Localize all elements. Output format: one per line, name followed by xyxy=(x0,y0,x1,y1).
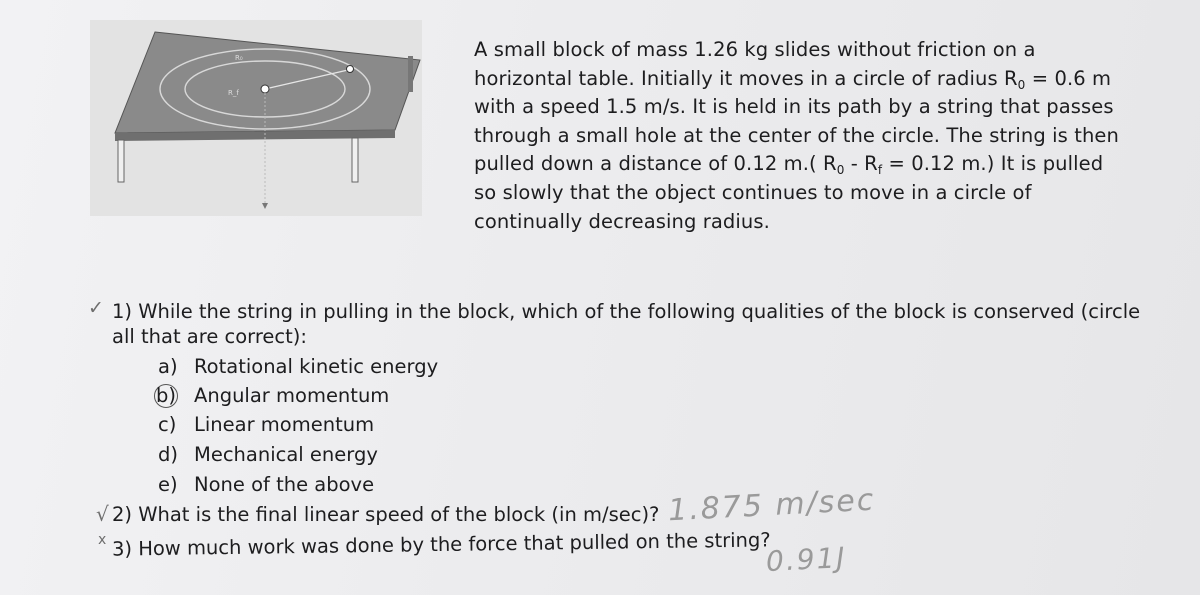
block-mass xyxy=(347,66,354,73)
text-run: pulled down a distance of 0.12 m.( R xyxy=(474,152,837,176)
cross-mark-icon: x xyxy=(98,532,107,548)
question-1: 1) While the string in pulling in the block, which of the following qualities of the block is conserved (circle xyxy=(112,300,1141,323)
problem-line: so slowly that the object continues to move in a circle of xyxy=(474,180,1032,204)
option-letter: a) xyxy=(158,355,178,378)
problem-line: continually decreasing radius. xyxy=(474,209,770,233)
pull-arrow-icon xyxy=(262,203,268,209)
table-leg xyxy=(408,56,413,92)
problem-statement xyxy=(474,36,1174,236)
option-letter: e) xyxy=(158,473,178,496)
problem-line xyxy=(474,65,1174,94)
option-letter-circled: b) xyxy=(156,384,176,407)
text-run: - R xyxy=(844,152,878,176)
table-leg xyxy=(352,138,358,182)
text-run: horizontal table. Initially it moves in a circle of radius R xyxy=(474,66,1018,90)
option-text: Rotational kinetic energy xyxy=(194,355,439,378)
table-leg xyxy=(118,140,124,182)
option-e xyxy=(158,473,374,496)
table-diagram xyxy=(90,20,422,216)
problem-line xyxy=(474,150,1174,179)
text-run: = 0.6 m xyxy=(1025,66,1112,90)
handwritten-answer-3: 0.91J xyxy=(765,540,848,579)
question-1-continued: all that are correct): xyxy=(112,325,307,348)
option-letter-wrapper xyxy=(158,384,194,408)
option-text: Angular momentum xyxy=(194,384,390,407)
option-d xyxy=(158,443,378,466)
option-text: None of the above xyxy=(194,473,375,496)
option-letter: c) xyxy=(158,413,177,436)
option-text: Linear momentum xyxy=(194,413,375,436)
label-rf: R_f xyxy=(228,89,239,97)
checkmark-icon: √ xyxy=(96,502,109,526)
problem-line: A small block of mass 1.26 kg slides without friction on a xyxy=(474,38,1036,61)
option-c xyxy=(158,413,374,436)
text-run: = 0.12 m.) It is pulled xyxy=(882,152,1104,176)
option-a xyxy=(158,355,438,378)
question-3: 3) How much work was done by the force that pulled on the string? xyxy=(111,528,771,561)
label-ro: R₀ xyxy=(235,54,243,62)
checkmark-icon: ✓ xyxy=(88,297,104,319)
center-hole xyxy=(261,85,269,93)
option-text: Mechanical energy xyxy=(194,443,378,466)
option-b xyxy=(158,384,389,408)
option-letter: d) xyxy=(158,443,178,466)
subscript: 0 xyxy=(1017,77,1026,92)
problem-figure xyxy=(90,20,422,216)
subscript: f xyxy=(877,163,883,178)
problem-line: with a speed 1.5 m/s. It is held in its path by a string that passes xyxy=(474,95,1114,119)
problem-line: through a small hole at the center of the circle. The string is then xyxy=(474,123,1119,147)
question-2: 2) What is the final linear speed of the block (in m/sec)? xyxy=(112,503,660,526)
handwritten-answer-2: 1.875 m/sec xyxy=(667,482,877,529)
subscript: 0 xyxy=(836,163,845,178)
